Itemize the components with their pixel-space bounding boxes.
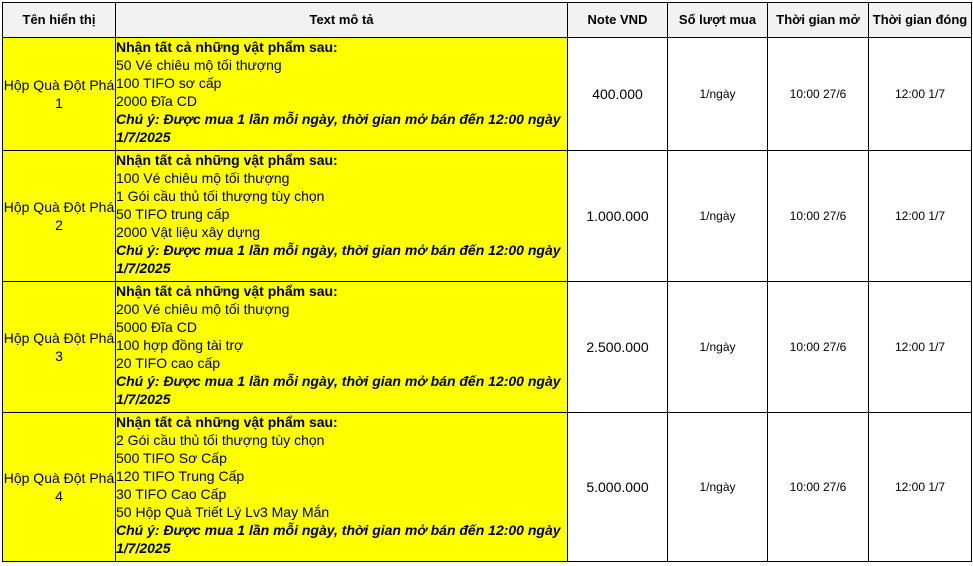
row-limit: 1/ngày [668,38,768,151]
table-row [3,413,972,562]
row-price: 2.500.000 [568,282,668,413]
table-row [3,151,972,282]
description-item: 100 TIFO sơ cấp [116,75,222,91]
row-description [116,151,568,282]
description-item: 5000 Đĩa CD [116,319,197,335]
row-close-time: 12:00 1/7 [869,38,972,151]
description-item: 20 TIFO cao cấp [116,355,221,371]
header-open-time: Thời gian mở [768,3,869,38]
description-heading: Nhận tất cả những vật phẩm sau: [116,152,338,168]
row-limit: 1/ngày [668,151,768,282]
gift-box-table [2,2,972,562]
table-row [3,38,972,151]
description-note: Chú ý: Được mua 1 lần mỗi ngày, thời gian mở bán đến 12:00 ngày 1/7/2025 [116,373,561,407]
header-name: Tên hiển thị [3,3,116,38]
description-item: 120 TIFO Trung Cấp [116,468,245,484]
description-item: 2000 Vật liệu xây dựng [116,224,261,240]
row-close-time: 12:00 1/7 [869,151,972,282]
row-close-time: 12:00 1/7 [869,413,972,562]
row-open-time: 10:00 27/6 [768,413,869,562]
description-heading: Nhận tất cả những vật phẩm sau: [116,414,338,430]
row-open-time: 10:00 27/6 [768,151,869,282]
row-open-time: 10:00 27/6 [768,38,869,151]
description-note: Chú ý: Được mua 1 lần mỗi ngày, thời gian mở bán đến 12:00 ngày 1/7/2025 [116,242,561,276]
description-item: 100 Vé chiêu mộ tối thượng [116,170,290,186]
description-item: 30 TIFO Cao Cấp [116,486,227,502]
description-note: Chú ý: Được mua 1 lần mỗi ngày, thời gian mở bán đến 12:00 ngày 1/7/2025 [116,111,561,145]
row-name: Hộp Quà Đột Phá 2 [3,151,116,282]
description-heading: Nhận tất cả những vật phẩm sau: [116,39,338,55]
row-open-time: 10:00 27/6 [768,282,869,413]
description-item: 2000 Đĩa CD [116,93,197,109]
table-row [3,282,972,413]
description-item: 100 hợp đồng tài trợ [116,337,244,353]
row-description [116,413,568,562]
row-description [116,282,568,413]
header-limit: Số lượt mua [668,3,768,38]
header-row [3,3,972,38]
row-name: Hộp Quà Đột Phá 1 [3,38,116,151]
row-price: 5.000.000 [568,413,668,562]
row-limit: 1/ngày [668,413,768,562]
header-desc: Text mô tả [116,3,568,38]
description-item: 500 TIFO Sơ Cấp [116,450,227,466]
header-price: Note VND [568,3,668,38]
description-item: 50 Hộp Quà Triết Lý Lv3 May Mắn [116,504,330,520]
description-item: 1 Gói cầu thủ tối thượng tùy chọn [116,188,325,204]
row-price: 1.000.000 [568,151,668,282]
description-note: Chú ý: Được mua 1 lần mỗi ngày, thời gian mở bán đến 12:00 ngày 1/7/2025 [116,522,561,556]
header-close-time: Thời gian đóng [869,3,972,38]
row-name: Hộp Quà Đột Phá 3 [3,282,116,413]
description-heading: Nhận tất cả những vật phẩm sau: [116,283,338,299]
row-description [116,38,568,151]
row-close-time: 12:00 1/7 [869,282,972,413]
row-price: 400.000 [568,38,668,151]
description-item: 200 Vé chiêu mộ tối thượng [116,301,290,317]
row-name: Hộp Quà Đột Phá 4 [3,413,116,562]
description-item: 2 Gói cầu thủ tối thượng tùy chọn [116,432,325,448]
description-item: 50 TIFO trung cấp [116,206,230,222]
description-item: 50 Vé chiêu mộ tối thượng [116,57,282,73]
row-limit: 1/ngày [668,282,768,413]
